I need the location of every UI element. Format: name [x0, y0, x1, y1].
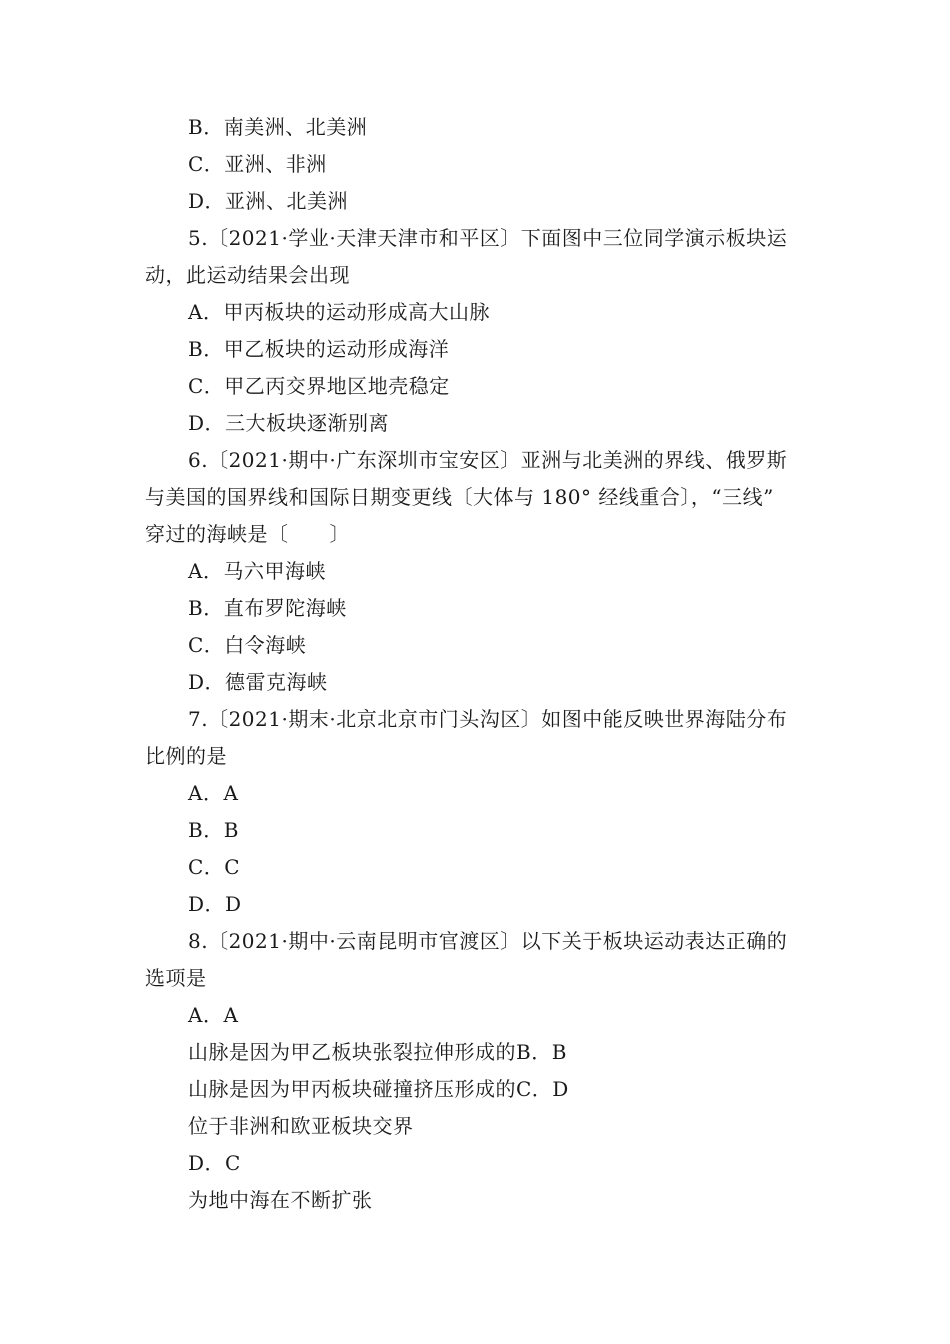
- q7-option-d: D．D: [188, 892, 242, 916]
- q8-stem-line-1: 8.〔2021·期中·云南昆明市官渡区〕以下关于板块运动表达正确的: [188, 929, 788, 953]
- q5-option-d: D．三大板块逐渐别离: [188, 411, 390, 435]
- q8-text-line-1: 山脉是因为甲乙板块张裂拉伸形成的B．B: [188, 1040, 567, 1064]
- q7-option-b: B．B: [188, 818, 239, 842]
- q6-option-c: C．白令海峡: [188, 633, 307, 657]
- q6-stem-line-2: 与美国的国界线和国际日期变更线〔大体与 180° 经线重合〕，“三线”: [145, 485, 774, 509]
- q5-option-a: A．甲丙板块的运动形成高大山脉: [188, 300, 490, 324]
- q7-option-c: C．C: [188, 855, 241, 879]
- q5-option-c: C．甲乙丙交界地区地壳稳定: [188, 374, 450, 398]
- q5-option-b: B．甲乙板块的运动形成海洋: [188, 337, 450, 361]
- q8-option-d: D．C: [188, 1151, 241, 1175]
- q4-option-d: D．亚洲、北美洲: [188, 189, 349, 213]
- q4-option-c: C．亚洲、非洲: [188, 152, 327, 176]
- q4-option-b: B．南美洲、北美洲: [188, 115, 368, 139]
- q7-stem-line-2: 比例的是: [145, 744, 227, 768]
- q6-stem-line-1: 6.〔2021·期中·广东深圳市宝安区〕亚洲与北美洲的界线、俄罗斯: [188, 448, 788, 472]
- q8-option-a: A．A: [188, 1003, 239, 1027]
- q8-text-line-4: 为地中海在不断扩张: [188, 1188, 373, 1212]
- q7-option-a: A．A: [188, 781, 239, 805]
- q6-option-a: A．马六甲海峡: [188, 559, 326, 583]
- q8-stem-line-2: 选项是: [145, 966, 207, 990]
- q6-option-d: D．德雷克海峡: [188, 670, 328, 694]
- q5-stem-line-1: 5.〔2021·学业·天津天津市和平区〕下面图中三位同学演示板块运: [188, 226, 788, 250]
- q6-option-b: B．直布罗陀海峡: [188, 596, 347, 620]
- q6-stem-line-3: 穿过的海峡是〔 〕: [145, 522, 350, 546]
- q8-text-line-2: 山脉是因为甲丙板块碰撞挤压形成的C．D: [188, 1077, 569, 1101]
- q5-stem-line-2: 动，此运动结果会出现: [145, 263, 350, 287]
- q8-text-line-3: 位于非洲和欧亚板块交界: [188, 1114, 414, 1138]
- q7-stem-line-1: 7.〔2021·期末·北京北京市门头沟区〕如图中能反映世界海陆分布: [188, 707, 788, 731]
